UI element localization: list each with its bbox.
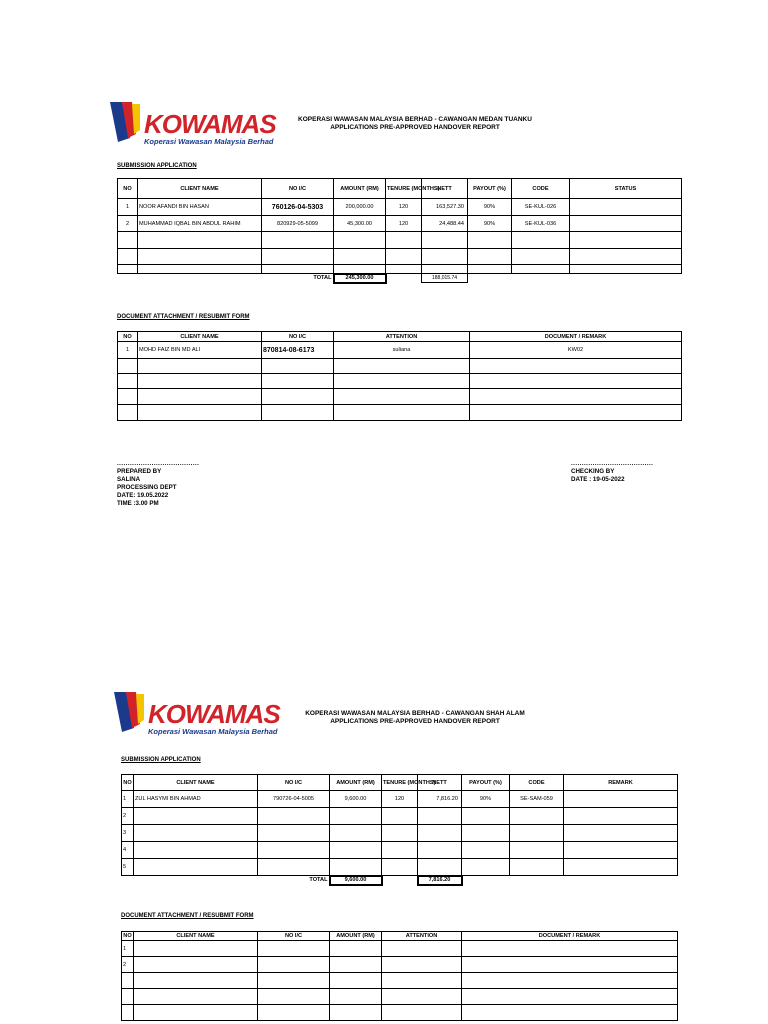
table-row xyxy=(118,405,682,421)
table-cell: 9,600.00 xyxy=(330,791,382,808)
prepared-dept: PROCESSING DEPT xyxy=(117,484,177,491)
table-cell xyxy=(422,265,468,274)
column-header: AMOUNT (RM) xyxy=(334,179,386,199)
table-cell xyxy=(462,1005,678,1021)
submission-table xyxy=(121,774,678,886)
table-row xyxy=(122,842,678,859)
prepared-by-block xyxy=(117,460,199,508)
column-header: NETT xyxy=(422,179,468,199)
table-cell xyxy=(334,359,470,374)
table-cell xyxy=(510,859,564,876)
header-subtitle: APPLICATIONS PRE-APPROVED HANDOVER REPORT xyxy=(330,718,500,725)
table-cell xyxy=(512,249,570,265)
table-cell xyxy=(330,825,382,842)
signature-line: ...................................... xyxy=(571,461,654,467)
table-cell xyxy=(122,973,134,989)
column-header: AMOUNT (RM) xyxy=(330,932,382,941)
table-cell: MOHD FAIZ BIN MD ALI xyxy=(138,342,262,359)
table-cell xyxy=(470,405,682,421)
table-cell xyxy=(258,957,330,973)
column-header: STATUS xyxy=(570,179,682,199)
table-cell xyxy=(330,973,382,989)
column-header: ATTENTION xyxy=(382,932,462,941)
total-nett: 188,015.74 xyxy=(422,274,468,283)
table-cell xyxy=(418,808,462,825)
table-cell xyxy=(262,265,334,274)
table-cell xyxy=(138,374,262,389)
table-cell: 1 xyxy=(118,342,138,359)
column-header: NO xyxy=(118,179,138,199)
table-cell xyxy=(138,405,262,421)
table-cell: ZUL HASYMI BIN AHMAD xyxy=(134,791,258,808)
column-header: DOCUMENT / REMARK xyxy=(470,332,682,342)
table-cell xyxy=(258,825,330,842)
table-cell xyxy=(330,989,382,1005)
table-row xyxy=(118,359,682,374)
table-cell xyxy=(262,249,334,265)
table-cell xyxy=(468,265,512,274)
column-header: CODE xyxy=(512,179,570,199)
column-header: PAYOUT (%) xyxy=(468,179,512,199)
table-cell: SE-KUL-036 xyxy=(512,216,570,232)
total-label: TOTAL xyxy=(122,876,330,885)
table-cell xyxy=(334,232,386,249)
logo-wordmark: KOWAMAS xyxy=(144,109,276,139)
column-header: ATTENTION xyxy=(334,332,470,342)
table-cell xyxy=(118,389,138,405)
table-cell: 2 xyxy=(122,808,134,825)
table-row xyxy=(122,973,678,989)
table-cell xyxy=(118,374,138,389)
table-row xyxy=(118,265,682,274)
submission-section-title: SUBMISSION APPLICATION xyxy=(121,757,201,763)
column-header: CLIENT NAME xyxy=(134,775,258,791)
total-row xyxy=(118,274,682,283)
kowamas-logo-2 xyxy=(112,686,280,736)
table-cell xyxy=(134,825,258,842)
table-cell xyxy=(138,359,262,374)
table-cell xyxy=(134,859,258,876)
table-cell: 4 xyxy=(122,842,134,859)
table-row xyxy=(118,389,682,405)
table-cell xyxy=(468,249,512,265)
table-cell xyxy=(258,989,330,1005)
column-header: TENURE (MONTHS) xyxy=(382,775,418,791)
table-cell xyxy=(262,374,334,389)
table-row xyxy=(122,957,678,973)
table-row xyxy=(118,216,682,232)
table-header-row xyxy=(122,932,678,941)
table-row xyxy=(122,825,678,842)
prepared-date: DATE: 19.05.2022 xyxy=(117,492,169,499)
total-amount: 245,300.00 xyxy=(334,274,386,283)
table-cell xyxy=(330,957,382,973)
table-cell xyxy=(470,389,682,405)
table-cell xyxy=(134,1005,258,1021)
table-cell xyxy=(468,232,512,249)
table-cell xyxy=(258,859,330,876)
table-cell xyxy=(570,216,682,232)
table-cell: 5 xyxy=(122,859,134,876)
table-cell xyxy=(462,973,678,989)
table-cell xyxy=(262,232,334,249)
column-header: NO I/C xyxy=(262,332,334,342)
table-cell xyxy=(134,842,258,859)
table-cell xyxy=(386,249,422,265)
column-header: PAYOUT (%) xyxy=(462,775,510,791)
column-header: NO I/C xyxy=(262,179,334,199)
table-header-row xyxy=(122,775,678,791)
table-cell xyxy=(382,808,418,825)
column-header: DOCUMENT / REMARK xyxy=(462,932,678,941)
table-cell: MUHAMMAD IQBAL BIN ABDUL RAHIM xyxy=(138,216,262,232)
table-cell xyxy=(570,265,682,274)
table-cell: 2 xyxy=(118,216,138,232)
table-row xyxy=(118,374,682,389)
table-cell xyxy=(118,232,138,249)
table-cell: 120 xyxy=(382,791,418,808)
logo-wordmark: KOWAMAS xyxy=(148,699,280,729)
table-cell: NOOR AFANDI BIN HASAN xyxy=(138,199,262,216)
submission-section-title: SUBMISSION APPLICATION xyxy=(117,163,197,169)
table-cell xyxy=(382,989,462,1005)
table-cell xyxy=(134,941,258,957)
table-cell xyxy=(334,265,386,274)
document-section-title: DOCUMENT ATTACHMENT / RESUBMIT FORM xyxy=(121,913,254,919)
table-cell: 3 xyxy=(122,825,134,842)
table-cell: 2 xyxy=(122,957,134,973)
table-cell xyxy=(382,842,418,859)
table-cell xyxy=(330,859,382,876)
column-header: REMARK xyxy=(564,775,678,791)
table-cell xyxy=(382,957,462,973)
table-cell xyxy=(570,232,682,249)
table-cell: 90% xyxy=(468,216,512,232)
table-row xyxy=(122,941,678,957)
table-cell xyxy=(462,859,510,876)
table-cell: 870814-08-6173 xyxy=(262,342,334,359)
table-cell xyxy=(564,808,678,825)
total-label: TOTAL xyxy=(118,274,334,283)
table-cell xyxy=(134,973,258,989)
table-cell xyxy=(122,989,134,1005)
table-row xyxy=(118,232,682,249)
header-title: KOPERASI WAWASAN MALAYSIA BERHAD - CAWANGAN SHAH ALAM xyxy=(305,710,525,717)
column-header: TENURE (MONTHS) xyxy=(386,179,422,199)
table-cell: 120 xyxy=(386,199,422,216)
table-cell xyxy=(382,1005,462,1021)
table-cell xyxy=(512,265,570,274)
table-cell: 1 xyxy=(122,791,134,808)
table-cell xyxy=(258,973,330,989)
column-header: CLIENT NAME xyxy=(134,932,258,941)
table-cell: 820929-05-5099 xyxy=(262,216,334,232)
table-cell xyxy=(462,941,678,957)
table-cell xyxy=(564,859,678,876)
table-cell xyxy=(462,825,510,842)
table-cell: 45,300.00 xyxy=(334,216,386,232)
table-row xyxy=(118,249,682,265)
table-cell xyxy=(564,842,678,859)
table-cell xyxy=(422,249,468,265)
table-cell: KW02 xyxy=(470,342,682,359)
table-cell xyxy=(330,941,382,957)
table-cell xyxy=(462,842,510,859)
header-subtitle: APPLICATIONS PRE-APPROVED HANDOVER REPORT xyxy=(330,124,500,131)
table-cell xyxy=(386,232,422,249)
checking-by-block xyxy=(571,460,653,484)
table-cell: 24,488.44 xyxy=(422,216,468,232)
column-header: NO xyxy=(118,332,138,342)
table-cell xyxy=(118,359,138,374)
table-cell xyxy=(330,808,382,825)
table-row xyxy=(122,791,678,808)
table-cell xyxy=(470,359,682,374)
column-header: CODE xyxy=(510,775,564,791)
column-header: CLIENT NAME xyxy=(138,179,262,199)
total-amount: 9,600.00 xyxy=(330,876,382,885)
column-header: NO I/C xyxy=(258,932,330,941)
table-cell xyxy=(382,941,462,957)
table-cell xyxy=(334,374,470,389)
table-cell xyxy=(258,941,330,957)
table-cell xyxy=(118,405,138,421)
table-row xyxy=(122,989,678,1005)
table-cell xyxy=(262,405,334,421)
table-cell xyxy=(564,825,678,842)
column-header: NO xyxy=(122,775,134,791)
table-cell xyxy=(564,791,678,808)
table-cell xyxy=(422,232,468,249)
table-cell xyxy=(418,859,462,876)
table-cell: 7,816.20 xyxy=(418,791,462,808)
table-cell: 90% xyxy=(468,199,512,216)
table-cell xyxy=(138,232,262,249)
table-cell xyxy=(470,374,682,389)
column-header: NO I/C xyxy=(258,775,330,791)
checking-date: DATE : 19-05-2022 xyxy=(571,476,625,483)
table-cell xyxy=(134,808,258,825)
table-cell xyxy=(382,859,418,876)
table-cell: 760126-04-5303 xyxy=(262,199,334,216)
table-cell xyxy=(330,842,382,859)
column-header: NETT xyxy=(418,775,462,791)
table-row xyxy=(122,859,678,876)
table-cell xyxy=(138,389,262,405)
prepared-time: TIME :3.00 PM xyxy=(117,500,159,507)
column-header: CLIENT NAME xyxy=(138,332,262,342)
column-header: AMOUNT (RM) xyxy=(330,775,382,791)
table-cell xyxy=(258,842,330,859)
table-cell: 163,527.30 xyxy=(422,199,468,216)
table-cell: 90% xyxy=(462,791,510,808)
table-cell xyxy=(462,808,510,825)
table-cell: suliana xyxy=(334,342,470,359)
document-section-title: DOCUMENT ATTACHMENT / RESUBMIT FORM xyxy=(117,314,250,320)
signature-line: ...................................... xyxy=(117,461,200,467)
table-row xyxy=(118,342,682,359)
table-cell xyxy=(382,825,418,842)
table-cell xyxy=(118,249,138,265)
table-cell xyxy=(334,249,386,265)
table-row xyxy=(122,1005,678,1021)
table-header-row xyxy=(118,332,682,342)
table-cell xyxy=(462,989,678,1005)
table-cell xyxy=(138,249,262,265)
table-cell xyxy=(330,1005,382,1021)
table-cell: SE-KUL-026 xyxy=(512,199,570,216)
table-cell xyxy=(512,232,570,249)
table-cell xyxy=(138,265,262,274)
report-header xyxy=(250,116,580,132)
table-cell: 790726-04-5005 xyxy=(258,791,330,808)
table-cell xyxy=(418,825,462,842)
table-cell: 200,000.00 xyxy=(334,199,386,216)
table-cell xyxy=(510,842,564,859)
table-cell xyxy=(334,405,470,421)
table-cell xyxy=(258,1005,330,1021)
table-cell xyxy=(570,199,682,216)
total-nett: 7,816.20 xyxy=(418,876,462,885)
table-cell xyxy=(122,1005,134,1021)
table-cell xyxy=(258,808,330,825)
kowamas-logo-1 xyxy=(108,96,276,146)
table-cell xyxy=(510,825,564,842)
submission-table xyxy=(117,178,682,284)
table-cell: 1 xyxy=(118,199,138,216)
table-cell xyxy=(134,989,258,1005)
table-header-row xyxy=(118,179,682,199)
logo-tagline: Koperasi Wawasan Malaysia Berhad xyxy=(144,137,274,146)
table-cell xyxy=(418,842,462,859)
table-row xyxy=(122,808,678,825)
table-cell xyxy=(118,265,138,274)
table-cell xyxy=(462,957,678,973)
document-table xyxy=(117,331,682,421)
table-cell: SE-SAM-059 xyxy=(510,791,564,808)
table-cell xyxy=(134,957,258,973)
total-row xyxy=(122,876,678,885)
logo-tagline: Koperasi Wawasan Malaysia Berhad xyxy=(148,727,278,736)
table-cell xyxy=(570,249,682,265)
table-row xyxy=(118,199,682,216)
document-table xyxy=(121,931,678,1021)
table-cell: 120 xyxy=(386,216,422,232)
prepared-name: SALINA xyxy=(117,476,141,483)
header-title: KOPERASI WAWASAN MALAYSIA BERHAD - CAWANGAN MEDAN TUANKU xyxy=(298,116,532,123)
report-header xyxy=(250,710,580,726)
checking-label: CHECKING BY xyxy=(571,468,615,475)
column-header: NO xyxy=(123,933,132,939)
table-cell xyxy=(262,389,334,405)
table-cell xyxy=(262,359,334,374)
table-cell xyxy=(386,265,422,274)
table-cell xyxy=(334,389,470,405)
table-cell xyxy=(382,973,462,989)
table-cell: 1 xyxy=(122,941,134,957)
prepared-label: PREPARED BY xyxy=(117,468,162,475)
table-cell xyxy=(510,808,564,825)
